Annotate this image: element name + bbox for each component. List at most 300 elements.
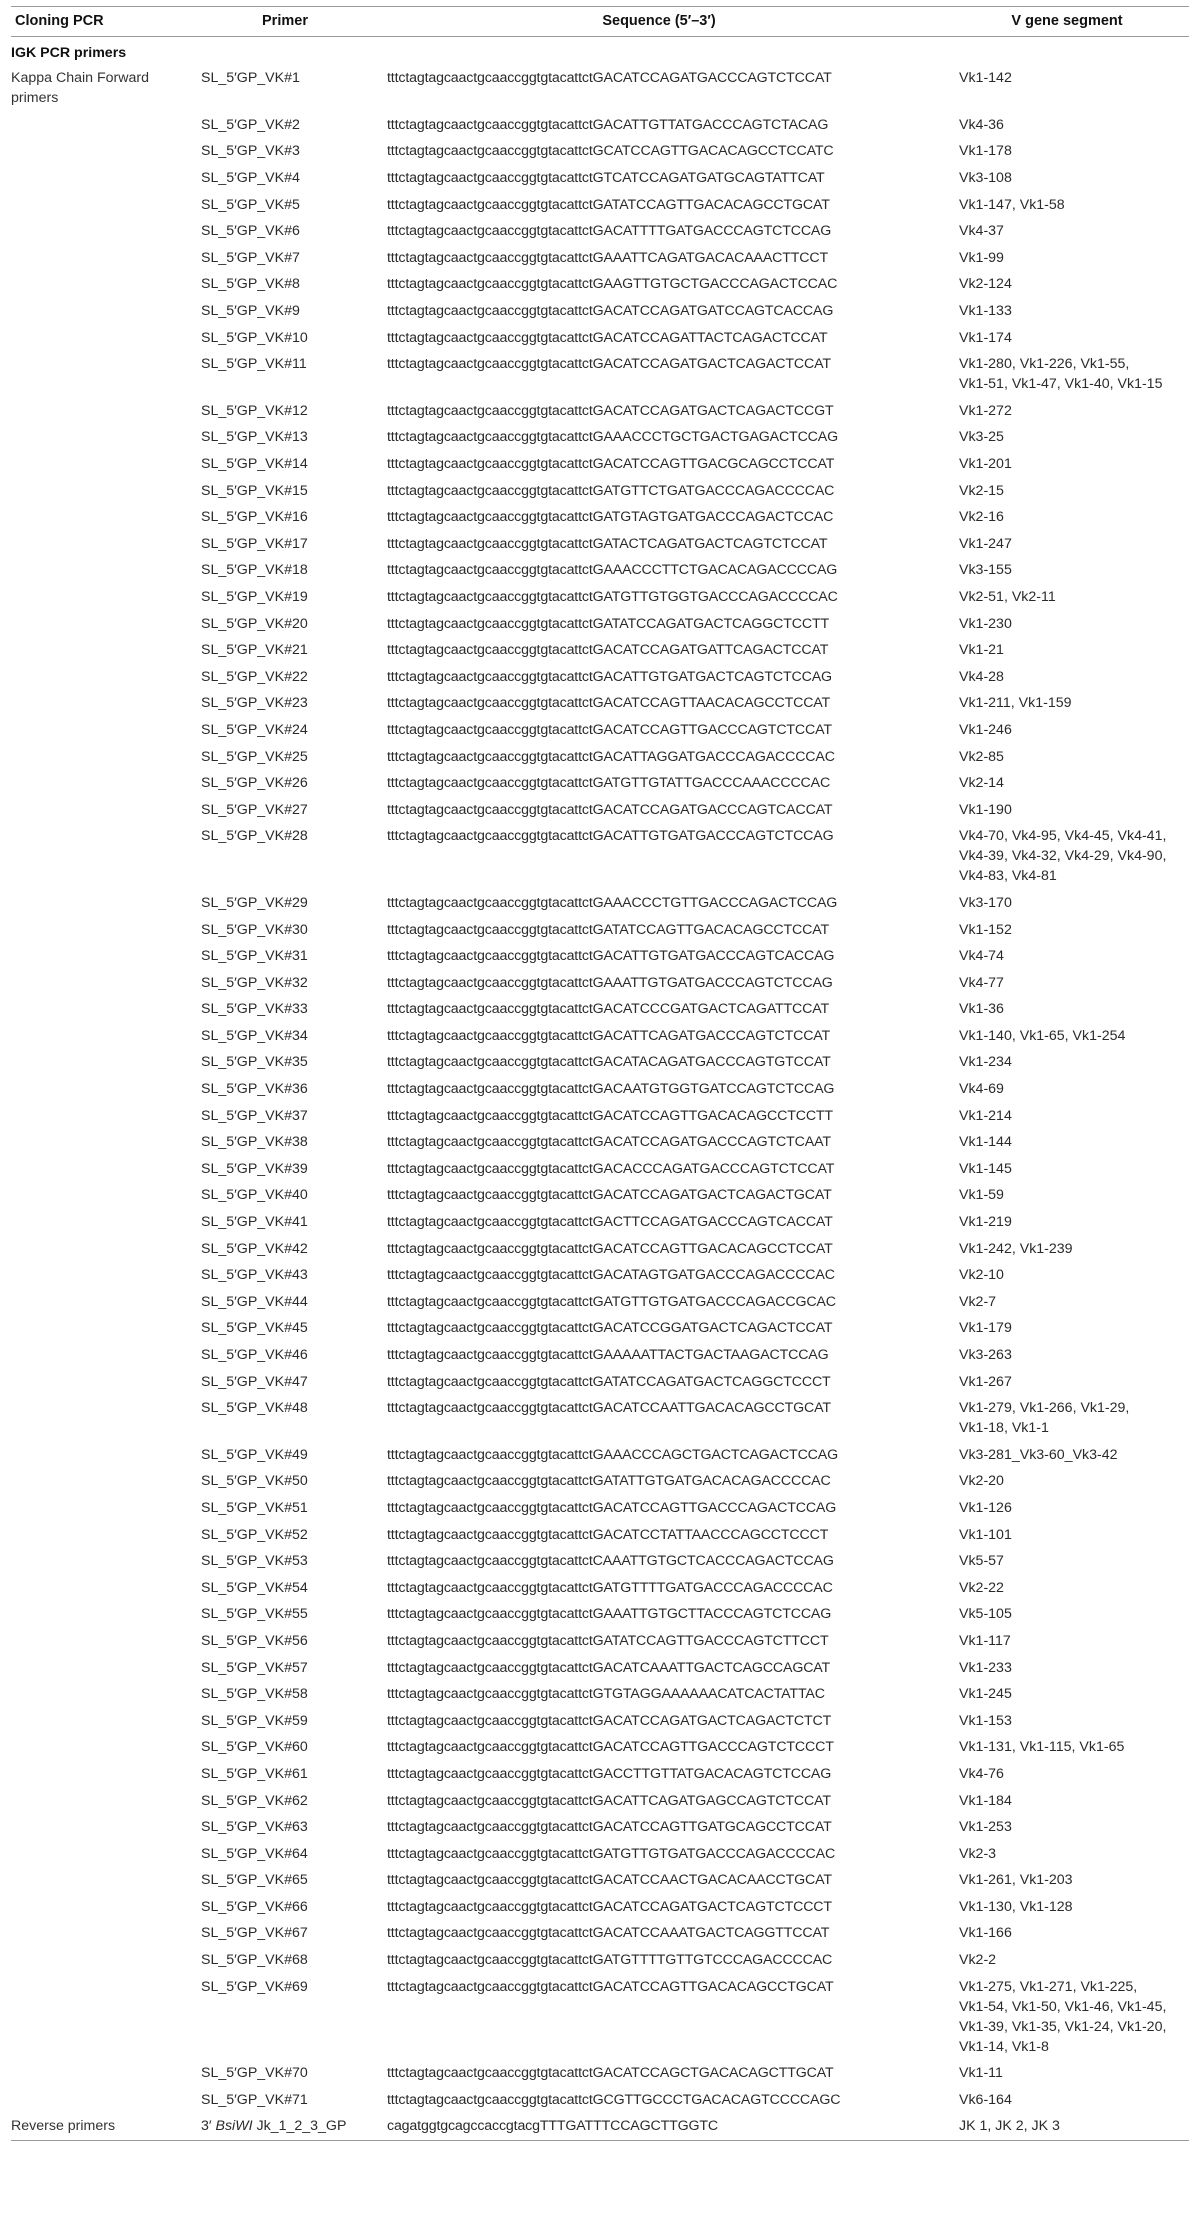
primer-sequence: tttctagtagcaactgcaaccggtgtacattctGACATCCAGCTGACACAGCTTGCAT [387, 2065, 834, 2082]
cloning-pcr-cell [11, 1707, 197, 1734]
cloning-pcr-cell [11, 477, 197, 504]
primer-sequence: tttctagtagcaactgcaaccggtgtacattctGACCTTGTTATGACACAGTCTCCAG [387, 1765, 832, 1782]
primer-name: SL_5′GP_VK#42 [201, 1240, 308, 1257]
v-gene-segment [945, 610, 1189, 637]
v-gene-segment [945, 1182, 1189, 1209]
table-row [11, 138, 1189, 165]
v-gene-line: Vk3-25 [959, 429, 1004, 446]
cloning-pcr-cell [11, 1681, 197, 1708]
v-gene-line: Vk1-230 [959, 615, 1012, 632]
primer-name: SL_5′GP_VK#66 [201, 1898, 308, 1915]
cloning-pcr-cell [11, 1521, 197, 1548]
cloning-pcr-cell [11, 1894, 197, 1921]
cloning-pcr-cell [11, 1574, 197, 1601]
primer-sequence: tttctagtagcaactgcaaccggtgtacattctGACATCAAATTGACTCAGCCAGCAT [387, 1659, 831, 1676]
v-gene-segment [945, 1262, 1189, 1289]
v-gene-segment [945, 557, 1189, 584]
cloning-pcr-cell [11, 969, 197, 996]
table-row [11, 1947, 1189, 1974]
v-gene-segment [945, 1076, 1189, 1103]
cloning-pcr-cell [11, 165, 197, 192]
cloning-pcr-cell [11, 1049, 197, 1076]
cloning-pcr-cell [11, 943, 197, 970]
table-row [11, 1894, 1189, 1921]
v-gene-line: Vk1-219 [959, 1214, 1012, 1231]
table-row [11, 245, 1189, 272]
table-row [11, 1289, 1189, 1316]
v-gene-segment [945, 1129, 1189, 1156]
v-gene-segment [945, 1235, 1189, 1262]
primer-name: SL_5′GP_VK#8 [201, 276, 300, 293]
primer-sequence: tttctagtagcaactgcaaccggtgtacattctGATGTTGTGATGACCCAGACCGCAC [387, 1293, 836, 1310]
v-gene-line: Vk4-74 [959, 948, 1004, 965]
cloning-pcr-cell [11, 1947, 197, 1974]
primer-sequence: tttctagtagcaactgcaaccggtgtacattctGATATCCAGTTGACCCAGTCTTCCT [387, 1632, 829, 1649]
cloning-pcr-cell [11, 451, 197, 478]
primer-name: SL_5′GP_VK#55 [201, 1606, 308, 1623]
primer-sequence: tttctagtagcaactgcaaccggtgtacattctGCATCCAGTTGACACAGCCTCCATC [387, 143, 834, 160]
primer-sequence: tttctagtagcaactgcaaccggtgtacattctGACATCCAGATGACTCAGACTCCGT [387, 402, 834, 419]
reverse-primer-row [11, 2113, 1189, 2140]
v-gene-line: Vk2-3 [959, 1845, 997, 1862]
v-gene-line: Vk4-70, Vk4-95, Vk4-45, Vk4-41, [959, 828, 1167, 845]
v-gene-line: Vk1-267 [959, 1373, 1012, 1390]
table-row [11, 1681, 1189, 1708]
table-row [11, 1262, 1189, 1289]
cloning-pcr-cell [11, 1654, 197, 1681]
primer-name: SL_5′GP_VK#36 [201, 1081, 308, 1098]
v-gene-segment [945, 943, 1189, 970]
v-gene-line: Vk1-233 [959, 1659, 1012, 1676]
primer-sequence: tttctagtagcaactgcaaccggtgtacattctGATATTGTGATGACACAGACCCCAC [387, 1473, 831, 1490]
reverse-v-gene-segment: JK 1, JK 2, JK 3 [945, 2113, 1189, 2140]
cloning-pcr-cell [11, 1628, 197, 1655]
primer-sequence: tttctagtagcaactgcaaccggtgtacattctGACATTTTGATGACCCAGTCTCCAG [387, 223, 832, 240]
table-row [11, 1628, 1189, 1655]
primer-sequence: tttctagtagcaactgcaaccggtgtacattctGACAATGTGGTGATCCAGTCTCCAG [387, 1081, 835, 1098]
primer-sequence: tttctagtagcaactgcaaccggtgtacattctCAAATTGTGCTCACCCAGACTCCAG [387, 1553, 834, 1570]
primer-sequence: tttctagtagcaactgcaaccggtgtacattctGACATCCAATTGACACAGCCTGCAT [387, 1400, 831, 1417]
cloning-pcr-cell [11, 610, 197, 637]
cloning-pcr-cell [11, 1182, 197, 1209]
header-primer: Primer [197, 7, 373, 37]
v-gene-line: Vk3-170 [959, 894, 1012, 911]
primer-name: SL_5′GP_VK#6 [201, 223, 300, 240]
v-gene-line: Vk1-272 [959, 402, 1012, 419]
primer-sequence: tttctagtagcaactgcaaccggtgtacattctGATGTTGTGGTGACCCAGACCCCAC [387, 588, 838, 605]
primer-name: SL_5′GP_VK#13 [201, 429, 308, 446]
table-row [11, 1368, 1189, 1395]
primer-sequence: tttctagtagcaactgcaaccggtgtacattctGATATCCAGTTGACACAGCCTCCAT [387, 921, 830, 938]
primer-name: SL_5′GP_VK#24 [201, 721, 308, 738]
v-gene-segment [945, 1947, 1189, 1974]
cloning-pcr-cell [11, 1289, 197, 1316]
table-row [11, 451, 1189, 478]
primer-sequence: tttctagtagcaactgcaaccggtgtacattctGACATCCAAATGACTCAGGTTCCAT [387, 1925, 830, 1942]
primer-name: SL_5′GP_VK#23 [201, 695, 308, 712]
v-gene-line: Vk2-85 [959, 748, 1004, 765]
v-gene-segment [945, 1442, 1189, 1469]
primer-name: SL_5′GP_VK#22 [201, 668, 308, 685]
primer-sequence: tttctagtagcaactgcaaccggtgtacattctGACATCCCGATGACTCAGATTCCAT [387, 1001, 830, 1018]
v-gene-segment [945, 584, 1189, 611]
reverse-primer-suffix: Jk_1_2_3_GP [252, 2118, 347, 2135]
cloning-pcr-cell [11, 1442, 197, 1469]
table-row [11, 1495, 1189, 1522]
table-row [11, 690, 1189, 717]
primer-sequence: tttctagtagcaactgcaaccggtgtacattctGAAATTGTGCTTACCCAGTCTCCAG [387, 1606, 832, 1623]
v-gene-line: Vk1-126 [959, 1499, 1012, 1516]
table-row [11, 112, 1189, 139]
cloning-pcr-cell [11, 557, 197, 584]
v-gene-segment [945, 424, 1189, 451]
cloning-pcr-cell [11, 1867, 197, 1894]
cloning-pcr-cell [11, 1468, 197, 1495]
v-gene-line: Vk1-214 [959, 1107, 1012, 1124]
primer-sequence: tttctagtagcaactgcaaccggtgtacattctGACATCCAGTTGACCCAGTCTCCAT [387, 721, 832, 738]
primer-name: SL_5′GP_VK#69 [201, 1978, 308, 1995]
primer-name: SL_5′GP_VK#14 [201, 456, 308, 473]
primer-name: SL_5′GP_VK#58 [201, 1686, 308, 1703]
v-gene-line: Vk1-51, Vk1-47, Vk1-40, Vk1-15 [959, 376, 1163, 393]
table-row [11, 1102, 1189, 1129]
cloning-pcr-cell [11, 112, 197, 139]
v-gene-segment [945, 743, 1189, 770]
primer-sequence: tttctagtagcaactgcaaccggtgtacattctGACATCCAGTTGACACAGCCTCCTT [387, 1107, 833, 1124]
primer-name: SL_5′GP_VK#44 [201, 1293, 308, 1310]
v-gene-line: Vk1-39, Vk1-35, Vk1-24, Vk1-20, [959, 2018, 1167, 2035]
table-row [11, 916, 1189, 943]
table-row [11, 504, 1189, 531]
table-row [11, 637, 1189, 664]
v-gene-line: Vk1-152 [959, 921, 1012, 938]
primer-name: SL_5′GP_VK#37 [201, 1107, 308, 1124]
v-gene-line: Vk1-279, Vk1-266, Vk1-29, [959, 1400, 1130, 1417]
v-gene-line: Vk4-36 [959, 116, 1004, 133]
v-gene-segment [945, 1628, 1189, 1655]
reverse-group-label: Reverse primers [11, 2113, 197, 2140]
v-gene-line: Vk2-14 [959, 775, 1004, 792]
v-gene-line: Vk3-108 [959, 170, 1012, 187]
primer-name: SL_5′GP_VK#4 [201, 170, 300, 187]
v-gene-segment [945, 637, 1189, 664]
v-gene-line: Vk3-281_Vk3-60_Vk3-42 [959, 1446, 1118, 1463]
primer-name: SL_5′GP_VK#21 [201, 642, 308, 659]
cloning-pcr-cell [11, 1840, 197, 1867]
v-gene-segment [945, 1894, 1189, 1921]
table-row [11, 1867, 1189, 1894]
primer-sequence: tttctagtagcaactgcaaccggtgtacattctGACATCCAGATGATCCAGTCACCAG [387, 303, 834, 320]
cloning-pcr-cell [11, 2087, 197, 2114]
forward-group-label: Kappa Chain Forward primers [11, 70, 150, 107]
table-row [11, 191, 1189, 218]
primer-sequence: tttctagtagcaactgcaaccggtgtacattctGACATCCGGATGACTCAGACTCCAT [387, 1320, 833, 1337]
v-gene-segment [945, 165, 1189, 192]
table-row [11, 1342, 1189, 1369]
v-gene-segment [945, 324, 1189, 351]
primer-sequence: tttctagtagcaactgcaaccggtgtacattctGACATCCAGTTGACGCAGCCTCCAT [387, 456, 835, 473]
primer-name: SL_5′GP_VK#27 [201, 801, 308, 818]
primer-sequence: tttctagtagcaactgcaaccggtgtacattctGACATCCAGATGATTCAGACTCCAT [387, 642, 829, 659]
table-row [11, 398, 1189, 425]
cloning-pcr-cell [11, 1315, 197, 1342]
v-gene-line: Vk1-234 [959, 1054, 1012, 1071]
v-gene-segment [945, 890, 1189, 917]
primer-sequence: tttctagtagcaactgcaaccggtgtacattctGACATCCAGATGACTCAGACTCCAT [387, 356, 831, 373]
primer-sequence: tttctagtagcaactgcaaccggtgtacattctGACATTGTGATGACTCAGTCTCCAG [387, 668, 832, 685]
primer-name: SL_5′GP_VK#57 [201, 1659, 308, 1676]
v-gene-segment [945, 2060, 1189, 2087]
v-gene-segment [945, 2087, 1189, 2114]
table-row [11, 796, 1189, 823]
reverse-primer-name [197, 2113, 373, 2140]
section-row [11, 37, 1189, 66]
cloning-pcr-cell [11, 1495, 197, 1522]
primer-name: SL_5′GP_VK#41 [201, 1214, 308, 1231]
primer-sequence: tttctagtagcaactgcaaccggtgtacattctGACATCCAGATGACTCAGACTGCAT [387, 1187, 832, 1204]
v-gene-line: Vk4-69 [959, 1081, 1004, 1098]
cloning-pcr-cell [11, 584, 197, 611]
cloning-pcr-cell [11, 637, 197, 664]
primer-sequence: tttctagtagcaactgcaaccggtgtacattctGACATCCAGTTGATGCAGCCTCCAT [387, 1819, 832, 1836]
primer-sequence: tttctagtagcaactgcaaccggtgtacattctGATGTTCTGATGACCCAGACCCCAC [387, 482, 835, 499]
primer-name: SL_5′GP_VK#40 [201, 1187, 308, 1204]
v-gene-line: Vk4-76 [959, 1765, 1004, 1782]
reverse-primer-prefix: 3′ [201, 2118, 216, 2135]
primer-sequence: tttctagtagcaactgcaaccggtgtacattctGACATCCAACTGACACAACCTGCAT [387, 1872, 832, 1889]
primer-sequence: tttctagtagcaactgcaaccggtgtacattctGAAACCCTGTTGACCCAGACTCCAG [387, 894, 838, 911]
table-row [11, 1235, 1189, 1262]
primer-sequence: tttctagtagcaactgcaaccggtgtacattctGACATACAGATGACCCAGTGTCCAT [387, 1054, 831, 1071]
primer-name: SL_5′GP_VK#26 [201, 775, 308, 792]
cloning-pcr-cell [11, 1368, 197, 1395]
primer-name: SL_5′GP_VK#39 [201, 1160, 308, 1177]
v-gene-line: Vk1-211, Vk1-159 [959, 695, 1072, 712]
table-row [11, 351, 1189, 398]
cloning-pcr-cell [11, 1023, 197, 1050]
primer-name: SL_5′GP_VK#47 [201, 1373, 308, 1390]
primer-sequence: tttctagtagcaactgcaaccggtgtacattctGTGTAGGAAAAAACATCACTATTAC [387, 1686, 825, 1703]
primer-name: SL_5′GP_VK#33 [201, 1001, 308, 1018]
table-row [11, 324, 1189, 351]
primer-name: SL_5′GP_VK#2 [201, 116, 300, 133]
primer-name: SL_5′GP_VK#48 [201, 1400, 308, 1417]
v-gene-line: Vk1-178 [959, 143, 1012, 160]
primer-name: SL_5′GP_VK#70 [201, 2065, 308, 2082]
cloning-pcr-cell [11, 298, 197, 325]
v-gene-segment [945, 1395, 1189, 1442]
table-row [11, 1315, 1189, 1342]
v-gene-segment [945, 1548, 1189, 1575]
primer-sequence: tttctagtagcaactgcaaccggtgtacattctGAAGTTGTGCTGACCCAGACTCCAC [387, 276, 838, 293]
v-gene-line: Vk4-28 [959, 668, 1004, 685]
table-row [11, 943, 1189, 970]
table-row [11, 717, 1189, 744]
table-row [11, 1076, 1189, 1103]
primer-name: SL_5′GP_VK#1 [201, 70, 300, 87]
v-gene-line: Vk1-201 [959, 456, 1012, 473]
v-gene-segment [945, 916, 1189, 943]
v-gene-line: Vk2-16 [959, 509, 1004, 526]
document [11, 0, 1189, 2141]
primer-name: SL_5′GP_VK#16 [201, 509, 308, 526]
primer-name: SL_5′GP_VK#31 [201, 948, 308, 965]
primer-name: SL_5′GP_VK#34 [201, 1027, 308, 1044]
cloning-pcr-cell [11, 2060, 197, 2087]
table-row [11, 165, 1189, 192]
primer-name: SL_5′GP_VK#15 [201, 482, 308, 499]
table-row [11, 1548, 1189, 1575]
primer-sequence: tttctagtagcaactgcaaccggtgtacattctGACATCCAGATTACTCAGACTCCAT [387, 329, 828, 346]
primer-name: SL_5′GP_VK#45 [201, 1320, 308, 1337]
v-gene-segment [945, 531, 1189, 558]
table-row [11, 584, 1189, 611]
cloning-pcr-cell [11, 1156, 197, 1183]
primer-name: SL_5′GP_VK#65 [201, 1872, 308, 1889]
v-gene-line: Vk2-2 [959, 1952, 997, 1969]
primer-sequence: tttctagtagcaactgcaaccggtgtacattctGAAACCCTGCTGACTGAGACTCCAG [387, 429, 838, 446]
v-gene-line: Vk1-11 [959, 2065, 1003, 2082]
v-gene-segment [945, 969, 1189, 996]
table-row [11, 1395, 1189, 1442]
cloning-pcr-cell [11, 1814, 197, 1841]
cloning-pcr-cell [11, 138, 197, 165]
table-row [11, 969, 1189, 996]
primer-name: SL_5′GP_VK#68 [201, 1952, 308, 1969]
primer-sequence: tttctagtagcaactgcaaccggtgtacattctGACATCCTATTAACCCAGCCTCCCT [387, 1526, 829, 1543]
reverse-primer-enzyme: BsiWI [215, 2118, 253, 2135]
primer-sequence: tttctagtagcaactgcaaccggtgtacattctGAAATTGTGATGACCCAGTCTCCAG [387, 974, 833, 991]
v-gene-segment [945, 1315, 1189, 1342]
table-row [11, 531, 1189, 558]
primer-sequence: tttctagtagcaactgcaaccggtgtacattctGACATTGTGATGACCCAGTCTCCAG [387, 828, 834, 845]
table-row [11, 218, 1189, 245]
v-gene-segment [945, 1601, 1189, 1628]
table-row [11, 1574, 1189, 1601]
table-row [11, 1734, 1189, 1761]
header-sequence: Sequence (5′–3′) [373, 7, 945, 37]
v-gene-segment [945, 477, 1189, 504]
v-gene-line: Vk1-130, Vk1-128 [959, 1898, 1073, 1915]
primer-sequence: tttctagtagcaactgcaaccggtgtacattctGACATTCAGATGAGCCAGTCTCCAT [387, 1792, 831, 1809]
table-row [11, 1129, 1189, 1156]
v-gene-line: Vk4-83, Vk4-81 [959, 868, 1057, 885]
table-row [11, 298, 1189, 325]
primer-sequence: tttctagtagcaactgcaaccggtgtacattctGATGTTGTATTGACCCAAACCCCAC [387, 775, 831, 792]
cloning-pcr-cell [11, 916, 197, 943]
v-gene-segment [945, 138, 1189, 165]
v-gene-segment [945, 398, 1189, 425]
primer-sequence: tttctagtagcaactgcaaccggtgtacattctGACATCCAGATGACCCAGTCTCAAT [387, 1134, 831, 1151]
table-row [11, 823, 1189, 890]
table-row [11, 1840, 1189, 1867]
primer-sequence: tttctagtagcaactgcaaccggtgtacattctGACATCCAGATGACCCAGTCTCCAT [387, 70, 832, 87]
table-row [11, 1049, 1189, 1076]
v-gene-segment [945, 1521, 1189, 1548]
primer-name: SL_5′GP_VK#11 [201, 356, 307, 373]
table-row [11, 2060, 1189, 2087]
v-gene-line: Vk2-20 [959, 1473, 1004, 1490]
primer-sequence: tttctagtagcaactgcaaccggtgtacattctGACATCCAGTTGACCCAGACTCCAG [387, 1499, 837, 1516]
primer-name: SL_5′GP_VK#30 [201, 921, 308, 938]
v-gene-segment [945, 717, 1189, 744]
v-gene-line: Vk1-242, Vk1-239 [959, 1240, 1073, 1257]
v-gene-segment [945, 351, 1189, 398]
v-gene-line: Vk1-261, Vk1-203 [959, 1872, 1073, 1889]
primer-sequence: tttctagtagcaactgcaaccggtgtacattctGAAACCCTTCTGACACAGACCCCAG [387, 562, 838, 579]
cloning-pcr-cell [11, 1129, 197, 1156]
primer-sequence: tttctagtagcaactgcaaccggtgtacattctGACATTCAGATGACCCAGTCTCCAT [387, 1027, 831, 1044]
v-gene-segment [945, 1734, 1189, 1761]
primer-name: SL_5′GP_VK#59 [201, 1712, 308, 1729]
v-gene-line: Vk2-124 [959, 276, 1012, 293]
v-gene-segment [945, 1973, 1189, 2060]
v-gene-segment [945, 690, 1189, 717]
table-row [11, 1787, 1189, 1814]
primer-table [11, 6, 1189, 2141]
v-gene-line: Vk2-22 [959, 1579, 1004, 1596]
cloning-pcr-cell [11, 1235, 197, 1262]
primer-name: SL_5′GP_VK#9 [201, 303, 300, 320]
primer-sequence: tttctagtagcaactgcaaccggtgtacattctGACATCCAGATGACCCAGTCACCAT [387, 801, 833, 818]
table-header [11, 7, 1189, 37]
cloning-pcr-cell [11, 1973, 197, 2060]
v-gene-line: Vk1-14, Vk1-8 [959, 2038, 1049, 2055]
primer-name: SL_5′GP_VK#19 [201, 588, 308, 605]
primer-sequence: tttctagtagcaactgcaaccggtgtacattctGATATCCAGTTGACACAGCCTGCAT [387, 196, 830, 213]
v-gene-segment [945, 65, 1189, 112]
primer-name: SL_5′GP_VK#60 [201, 1739, 308, 1756]
v-gene-line: Vk1-174 [959, 329, 1012, 346]
primer-name: SL_5′GP_VK#63 [201, 1819, 308, 1836]
v-gene-line: Vk4-77 [959, 974, 1004, 991]
v-gene-line: Vk1-144 [959, 1134, 1012, 1151]
v-gene-segment [945, 271, 1189, 298]
v-gene-segment [945, 1787, 1189, 1814]
primer-sequence: tttctagtagcaactgcaaccggtgtacattctGACATCCAGTTGACACAGCCTCCAT [387, 1240, 833, 1257]
section-title: IGK PCR primers [11, 45, 127, 61]
table-row [11, 1521, 1189, 1548]
primer-name: SL_5′GP_VK#52 [201, 1526, 308, 1543]
table-row [11, 770, 1189, 797]
v-gene-segment [945, 451, 1189, 478]
v-gene-line: Vk1-245 [959, 1686, 1012, 1703]
table-row [11, 1156, 1189, 1183]
v-gene-line: Vk1-179 [959, 1320, 1012, 1337]
cloning-pcr-cell [11, 351, 197, 398]
table-row [11, 1468, 1189, 1495]
cloning-pcr-cell [11, 663, 197, 690]
primer-sequence: tttctagtagcaactgcaaccggtgtacattctGATGTTGTGATGACCCAGACCCCAC [387, 1845, 836, 1862]
primer-name: SL_5′GP_VK#5 [201, 196, 300, 213]
cloning-pcr-cell [11, 717, 197, 744]
v-gene-segment [945, 1342, 1189, 1369]
v-gene-line: Vk1-145 [959, 1160, 1012, 1177]
v-gene-line: Vk3-155 [959, 562, 1012, 579]
table-row [11, 1707, 1189, 1734]
cloning-pcr-cell [11, 1262, 197, 1289]
reverse-primer-sequence: cagatggtgcagccaccgtacgTTTGATTTCCAGCTTGGTC [373, 2113, 945, 2140]
v-gene-segment [945, 1023, 1189, 1050]
primer-name: SL_5′GP_VK#28 [201, 828, 308, 845]
primer-name: SL_5′GP_VK#12 [201, 402, 308, 419]
v-gene-line: Vk1-280, Vk1-226, Vk1-55, [959, 356, 1130, 373]
cloning-pcr-cell [11, 504, 197, 531]
table-row [11, 65, 1189, 112]
table-row [11, 1442, 1189, 1469]
table-row [11, 1973, 1189, 2060]
v-gene-line: Vk2-15 [959, 482, 1004, 499]
